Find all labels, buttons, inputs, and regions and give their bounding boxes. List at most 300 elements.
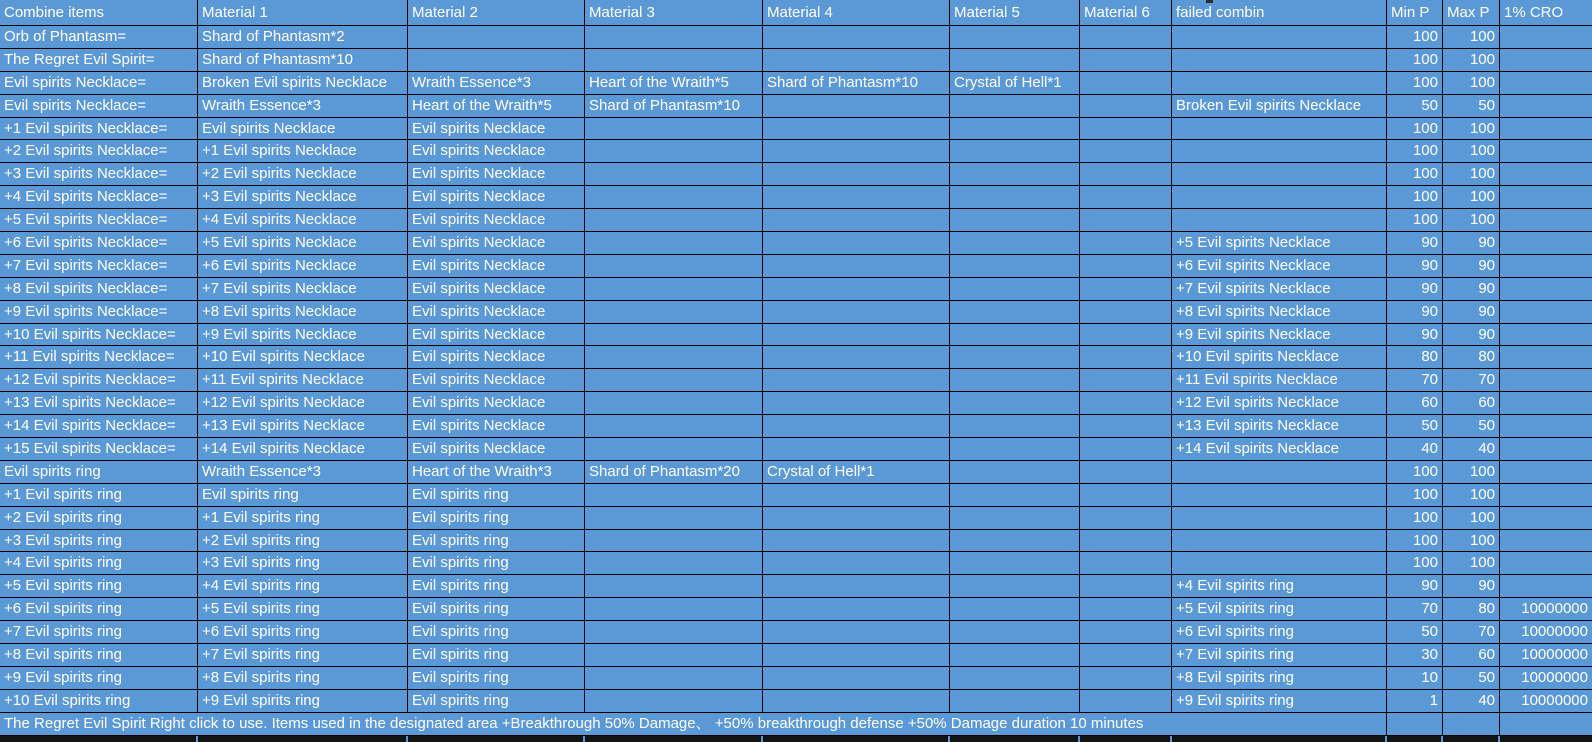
cell[interactable] — [1500, 484, 1592, 506]
cell[interactable]: +6 Evil spirits ring — [0, 598, 198, 620]
cell[interactable] — [763, 95, 950, 117]
cell[interactable] — [763, 552, 950, 574]
cell[interactable] — [763, 736, 948, 742]
cell[interactable]: +1 Evil spirits ring — [198, 507, 408, 529]
cell[interactable] — [1080, 598, 1172, 620]
cell[interactable] — [1080, 438, 1172, 460]
cell[interactable] — [1080, 72, 1172, 94]
cell[interactable] — [950, 736, 1078, 742]
cell[interactable] — [950, 255, 1080, 277]
cell[interactable]: Orb of Phantasm= — [0, 26, 198, 48]
cell[interactable] — [763, 621, 950, 643]
cell[interactable]: 100 — [1387, 530, 1443, 552]
cell[interactable] — [1080, 255, 1172, 277]
cell[interactable] — [950, 552, 1080, 574]
cell[interactable]: +7 Evil spirits Necklace — [198, 278, 408, 300]
cell[interactable] — [950, 278, 1080, 300]
cell[interactable]: Evil spirits Necklace= — [0, 72, 198, 94]
cell[interactable]: 100 — [1443, 163, 1500, 185]
cell[interactable]: Evil spirits ring — [408, 530, 585, 552]
cell[interactable]: Evil spirits ring — [408, 621, 585, 643]
cell[interactable] — [585, 530, 763, 552]
cell[interactable]: 100 — [1387, 209, 1443, 231]
cell[interactable]: +2 Evil spirits ring — [0, 507, 198, 529]
cell[interactable]: +1 Evil spirits Necklace= — [0, 118, 198, 140]
cell[interactable] — [1500, 552, 1592, 574]
cell[interactable] — [1080, 736, 1170, 742]
cell[interactable] — [585, 324, 763, 346]
cell[interactable]: Evil spirits ring — [408, 690, 585, 712]
cell[interactable]: +5 Evil spirits Necklace= — [0, 209, 198, 231]
cell[interactable] — [1080, 49, 1172, 71]
cell[interactable] — [1080, 667, 1172, 689]
cell[interactable]: +5 Evil spirits ring — [0, 575, 198, 597]
cell[interactable] — [1500, 438, 1592, 460]
cell[interactable]: Heart of the Wraith*3 — [408, 461, 585, 483]
cell[interactable]: +5 Evil spirits Necklace — [198, 232, 408, 254]
cell[interactable] — [950, 438, 1080, 460]
cell[interactable] — [1500, 713, 1592, 735]
cell[interactable] — [1172, 163, 1387, 185]
cell[interactable]: 100 — [1443, 507, 1500, 529]
cell[interactable]: +1 Evil spirits Necklace — [198, 140, 408, 162]
cell[interactable]: 100 — [1387, 507, 1443, 529]
note-cell[interactable]: The Regret Evil Spirit Right click to use. Items used in the designated area +Breakthrough 50% Damage、 +50% breakthrough defense +50% Damage duration 10 minutes — [0, 713, 1387, 735]
cell[interactable] — [950, 598, 1080, 620]
cell[interactable]: +2 Evil spirits Necklace — [198, 163, 408, 185]
cell[interactable] — [763, 644, 950, 666]
cell[interactable]: Evil spirits Necklace — [408, 140, 585, 162]
cell[interactable] — [585, 369, 763, 391]
cell[interactable] — [1500, 346, 1592, 368]
cell[interactable] — [763, 209, 950, 231]
cell[interactable]: +8 Evil spirits Necklace — [1172, 301, 1387, 323]
cell[interactable]: Evil spirits Necklace — [198, 118, 408, 140]
cell[interactable] — [1172, 72, 1387, 94]
cell[interactable] — [1500, 392, 1592, 414]
cell[interactable] — [585, 255, 763, 277]
cell[interactable] — [1080, 484, 1172, 506]
cell[interactable] — [950, 140, 1080, 162]
column-header[interactable]: Max P — [1443, 0, 1500, 25]
cell[interactable] — [950, 49, 1080, 71]
cell[interactable]: 80 — [1443, 346, 1500, 368]
cell[interactable] — [585, 690, 763, 712]
cell[interactable] — [763, 278, 950, 300]
cell[interactable]: 100 — [1443, 140, 1500, 162]
cell[interactable]: +8 Evil spirits ring — [0, 644, 198, 666]
cell[interactable]: Crystal of Hell*1 — [763, 461, 950, 483]
cell[interactable]: The Regret Evil Spirit= — [0, 49, 198, 71]
cell[interactable]: 100 — [1443, 72, 1500, 94]
cell[interactable]: 100 — [1443, 530, 1500, 552]
cell[interactable] — [1080, 140, 1172, 162]
cell[interactable] — [1080, 644, 1172, 666]
cell[interactable] — [763, 690, 950, 712]
column-header[interactable]: Min P — [1387, 0, 1443, 25]
cell[interactable] — [1500, 461, 1592, 483]
cell[interactable]: +10 Evil spirits ring — [0, 690, 198, 712]
cell[interactable] — [1080, 461, 1172, 483]
cell[interactable]: Evil spirits Necklace — [408, 163, 585, 185]
cell[interactable] — [1172, 118, 1387, 140]
cell[interactable] — [950, 186, 1080, 208]
cell[interactable] — [1172, 49, 1387, 71]
cell[interactable]: +4 Evil spirits ring — [1172, 575, 1387, 597]
cell[interactable]: 100 — [1387, 186, 1443, 208]
cell[interactable] — [1500, 530, 1592, 552]
cell[interactable]: 100 — [1387, 140, 1443, 162]
cell[interactable]: Evil spirits ring — [408, 598, 585, 620]
cell[interactable] — [408, 49, 585, 71]
cell[interactable] — [408, 736, 583, 742]
cell[interactable] — [1080, 507, 1172, 529]
cell[interactable]: +9 Evil spirits Necklace — [1172, 324, 1387, 346]
cell[interactable] — [1500, 232, 1592, 254]
cell[interactable]: 60 — [1443, 644, 1500, 666]
cell[interactable] — [1172, 552, 1387, 574]
cell[interactable] — [763, 392, 950, 414]
column-header[interactable]: Material 2 — [408, 0, 585, 25]
cell[interactable] — [950, 346, 1080, 368]
cell[interactable] — [1080, 690, 1172, 712]
cell[interactable] — [1500, 140, 1592, 162]
cell[interactable]: Evil spirits Necklace — [408, 301, 585, 323]
cell[interactable]: +7 Evil spirits Necklace= — [0, 255, 198, 277]
cell[interactable] — [1080, 209, 1172, 231]
cell[interactable] — [1500, 186, 1592, 208]
cell[interactable]: +8 Evil spirits Necklace= — [0, 278, 198, 300]
cell[interactable]: 100 — [1387, 72, 1443, 94]
cell[interactable]: +3 Evil spirits ring — [0, 530, 198, 552]
cell[interactable] — [585, 301, 763, 323]
cell[interactable] — [585, 26, 763, 48]
cell[interactable]: +3 Evil spirits Necklace — [198, 186, 408, 208]
cell[interactable] — [1500, 415, 1592, 437]
cell[interactable]: +12 Evil spirits Necklace — [198, 392, 408, 414]
cell[interactable] — [763, 598, 950, 620]
cell[interactable]: 50 — [1443, 415, 1500, 437]
cell[interactable]: Evil spirits Necklace — [408, 232, 585, 254]
cell[interactable] — [1080, 324, 1172, 346]
cell[interactable]: +6 Evil spirits Necklace — [198, 255, 408, 277]
cell[interactable] — [585, 484, 763, 506]
cell[interactable]: 90 — [1443, 232, 1500, 254]
column-header[interactable]: 1% CRO — [1504, 4, 1564, 21]
cell[interactable] — [585, 232, 763, 254]
cell[interactable]: Evil spirits Necklace= — [0, 95, 198, 117]
cell[interactable]: +1 Evil spirits ring — [0, 484, 198, 506]
cell[interactable]: +4 Evil spirits Necklace= — [0, 186, 198, 208]
cell[interactable] — [950, 690, 1080, 712]
cell[interactable]: Wraith Essence*3 — [198, 461, 408, 483]
cell[interactable]: 50 — [1387, 621, 1443, 643]
cell[interactable]: 100 — [1443, 49, 1500, 71]
cell[interactable] — [585, 438, 763, 460]
cell[interactable]: +9 Evil spirits Necklace — [198, 324, 408, 346]
cell[interactable] — [1500, 369, 1592, 391]
cell[interactable]: 100 — [1443, 461, 1500, 483]
cell[interactable]: 70 — [1443, 621, 1500, 643]
cell[interactable]: 100 — [1387, 26, 1443, 48]
cell[interactable]: Evil spirits Necklace — [408, 255, 585, 277]
cell[interactable] — [1500, 507, 1592, 529]
cell[interactable]: Evil spirits ring — [408, 667, 585, 689]
cell[interactable]: 100 — [1387, 49, 1443, 71]
cell[interactable]: Evil spirits Necklace — [408, 392, 585, 414]
cell[interactable] — [763, 49, 950, 71]
cell[interactable] — [950, 301, 1080, 323]
cell[interactable]: 100 — [1387, 461, 1443, 483]
cell[interactable] — [950, 415, 1080, 437]
cell[interactable]: 40 — [1387, 438, 1443, 460]
cell[interactable]: +4 Evil spirits Necklace — [198, 209, 408, 231]
cell[interactable] — [1500, 118, 1592, 140]
cell[interactable]: 90 — [1443, 255, 1500, 277]
cell[interactable] — [408, 26, 585, 48]
cell[interactable]: Evil spirits Necklace — [408, 438, 585, 460]
cell[interactable] — [763, 186, 950, 208]
cell[interactable] — [1080, 552, 1172, 574]
cell[interactable]: 30 — [1387, 644, 1443, 666]
cell[interactable]: +14 Evil spirits Necklace= — [0, 415, 198, 437]
cell[interactable] — [585, 140, 763, 162]
cell[interactable] — [585, 186, 763, 208]
cell[interactable] — [1500, 575, 1592, 597]
cell[interactable]: 100 — [1443, 186, 1500, 208]
cell[interactable]: 90 — [1387, 255, 1443, 277]
cell[interactable] — [763, 255, 950, 277]
cell[interactable]: Evil spirits ring — [408, 644, 585, 666]
cell[interactable]: Heart of the Wraith*5 — [408, 95, 585, 117]
cell[interactable] — [1080, 392, 1172, 414]
cell[interactable]: +13 Evil spirits Necklace= — [0, 392, 198, 414]
cell[interactable]: Broken Evil spirits Necklace — [1172, 95, 1387, 117]
cell[interactable]: +10 Evil spirits Necklace — [198, 346, 408, 368]
column-header[interactable]: Combine items — [0, 0, 198, 25]
cell[interactable] — [1443, 713, 1500, 735]
cell[interactable]: Shard of Phantasm*10 — [763, 72, 950, 94]
cell[interactable] — [585, 415, 763, 437]
cell[interactable]: 80 — [1443, 598, 1500, 620]
cell[interactable] — [763, 507, 950, 529]
cell[interactable]: 100 — [1387, 163, 1443, 185]
cell[interactable]: +9 Evil spirits ring — [1172, 690, 1387, 712]
cell[interactable]: 100 — [1443, 209, 1500, 231]
cell[interactable]: 10000000 — [1521, 600, 1588, 618]
cell[interactable]: +10 Evil spirits Necklace — [1172, 346, 1387, 368]
cell[interactable] — [1080, 369, 1172, 391]
cell[interactable]: 50 — [1387, 95, 1443, 117]
cell[interactable]: 50 — [1443, 95, 1500, 117]
cell[interactable] — [1172, 209, 1387, 231]
cell[interactable]: Wraith Essence*3 — [198, 95, 408, 117]
cell[interactable] — [585, 392, 763, 414]
cell[interactable]: +13 Evil spirits Necklace — [198, 415, 408, 437]
cell[interactable] — [585, 49, 763, 71]
cell[interactable]: +7 Evil spirits ring — [198, 644, 408, 666]
cell[interactable]: Crystal of Hell*1 — [950, 72, 1080, 94]
cell[interactable]: +9 Evil spirits Necklace= — [0, 301, 198, 323]
cell[interactable] — [950, 118, 1080, 140]
cell[interactable]: 100 — [1387, 118, 1443, 140]
cell[interactable]: +15 Evil spirits Necklace= — [0, 438, 198, 460]
cell[interactable]: 40 — [1443, 690, 1500, 712]
cell[interactable] — [1080, 575, 1172, 597]
cell[interactable] — [1080, 530, 1172, 552]
cell[interactable] — [1080, 95, 1172, 117]
cell[interactable] — [763, 530, 950, 552]
cell[interactable] — [1500, 736, 1592, 742]
cell[interactable] — [950, 530, 1080, 552]
cell[interactable]: +14 Evil spirits Necklace — [198, 438, 408, 460]
cell[interactable]: 1 — [1387, 690, 1443, 712]
cell[interactable] — [763, 575, 950, 597]
cell[interactable]: +10 Evil spirits Necklace= — [0, 324, 198, 346]
cell[interactable] — [950, 26, 1080, 48]
cell[interactable] — [950, 209, 1080, 231]
cell[interactable]: +8 Evil spirits ring — [1172, 667, 1387, 689]
cell[interactable]: 50 — [1387, 415, 1443, 437]
cell[interactable] — [763, 346, 950, 368]
cell[interactable] — [1172, 530, 1387, 552]
cell[interactable]: +6 Evil spirits Necklace= — [0, 232, 198, 254]
cell[interactable] — [198, 736, 406, 742]
cell[interactable]: Evil spirits Necklace — [408, 278, 585, 300]
cell[interactable]: 60 — [1443, 392, 1500, 414]
cell[interactable] — [1080, 415, 1172, 437]
cell[interactable] — [763, 415, 950, 437]
cell[interactable]: 90 — [1387, 324, 1443, 346]
column-header[interactable]: failed combin — [1172, 0, 1387, 25]
cell[interactable] — [1500, 163, 1592, 185]
cell[interactable] — [950, 621, 1080, 643]
cell[interactable] — [950, 324, 1080, 346]
cell[interactable]: 100 — [1387, 552, 1443, 574]
cell[interactable]: 70 — [1387, 369, 1443, 391]
cell[interactable]: 80 — [1387, 346, 1443, 368]
cell[interactable] — [1172, 484, 1387, 506]
cell[interactable] — [585, 118, 763, 140]
cell[interactable]: 10000000 — [1521, 646, 1588, 664]
cell[interactable]: 90 — [1387, 575, 1443, 597]
cell[interactable]: Wraith Essence*3 — [408, 72, 585, 94]
cell[interactable]: Broken Evil spirits Necklace — [198, 72, 408, 94]
cell[interactable]: +8 Evil spirits Necklace — [198, 301, 408, 323]
cell[interactable]: 10000000 — [1521, 691, 1588, 709]
cell[interactable] — [585, 278, 763, 300]
cell[interactable]: +7 Evil spirits Necklace — [1172, 278, 1387, 300]
cell[interactable]: 60 — [1387, 392, 1443, 414]
cell[interactable]: +4 Evil spirits ring — [198, 575, 408, 597]
cell[interactable]: 10000000 — [1521, 668, 1588, 686]
cell[interactable]: 90 — [1387, 278, 1443, 300]
cell[interactable]: Evil spirits Necklace — [408, 346, 585, 368]
cell[interactable] — [1500, 49, 1592, 71]
cell[interactable] — [1500, 301, 1592, 323]
cell[interactable]: Evil spirits Necklace — [408, 209, 585, 231]
cell[interactable] — [1080, 346, 1172, 368]
column-header[interactable]: Material 6 — [1080, 0, 1172, 25]
cell[interactable]: +6 Evil spirits ring — [198, 621, 408, 643]
cell[interactable]: 100 — [1443, 552, 1500, 574]
cell[interactable]: +6 Evil spirits Necklace — [1172, 255, 1387, 277]
cell[interactable] — [1172, 140, 1387, 162]
cell[interactable] — [950, 667, 1080, 689]
cell[interactable] — [585, 598, 763, 620]
cell[interactable]: Shard of Phantasm*2 — [198, 26, 408, 48]
cell[interactable] — [950, 575, 1080, 597]
cell[interactable] — [585, 736, 761, 742]
cell[interactable]: +11 Evil spirits Necklace — [1172, 369, 1387, 391]
cell[interactable]: +5 Evil spirits ring — [198, 598, 408, 620]
cell[interactable] — [1080, 621, 1172, 643]
cell[interactable]: 90 — [1443, 278, 1500, 300]
cell[interactable]: 100 — [1443, 118, 1500, 140]
cell[interactable] — [1172, 461, 1387, 483]
cell[interactable] — [1172, 26, 1387, 48]
cell[interactable] — [1172, 186, 1387, 208]
cell[interactable] — [585, 621, 763, 643]
cell[interactable]: 90 — [1443, 575, 1500, 597]
cell[interactable] — [950, 232, 1080, 254]
cell[interactable]: 40 — [1443, 438, 1500, 460]
cell[interactable]: +6 Evil spirits ring — [1172, 621, 1387, 643]
cell[interactable] — [1080, 301, 1172, 323]
cell[interactable] — [1500, 209, 1592, 231]
cell[interactable]: Heart of the Wraith*5 — [585, 72, 763, 94]
cell[interactable] — [585, 209, 763, 231]
cell[interactable]: +11 Evil spirits Necklace — [198, 369, 408, 391]
cell[interactable] — [763, 140, 950, 162]
cell[interactable]: 10000000 — [1521, 623, 1588, 641]
cell[interactable] — [1080, 232, 1172, 254]
cell[interactable]: +5 Evil spirits ring — [1172, 598, 1387, 620]
cell[interactable]: +8 Evil spirits ring — [198, 667, 408, 689]
cell[interactable]: 70 — [1443, 369, 1500, 391]
cell[interactable] — [1080, 278, 1172, 300]
cell[interactable]: Evil spirits ring — [198, 484, 408, 506]
cell[interactable]: 100 — [1443, 26, 1500, 48]
cell[interactable]: Shard of Phantasm*20 — [585, 461, 763, 483]
cell[interactable] — [763, 118, 950, 140]
cell[interactable]: +13 Evil spirits Necklace — [1172, 415, 1387, 437]
cell[interactable]: +14 Evil spirits Necklace — [1172, 438, 1387, 460]
cell[interactable]: +2 Evil spirits Necklace= — [0, 140, 198, 162]
cell[interactable] — [1080, 26, 1172, 48]
cell[interactable] — [950, 369, 1080, 391]
cell[interactable]: Evil spirits Necklace — [408, 324, 585, 346]
column-header[interactable]: Material 1 — [198, 0, 408, 25]
cell[interactable] — [585, 575, 763, 597]
cell[interactable]: Evil spirits Necklace — [408, 118, 585, 140]
cell[interactable] — [950, 507, 1080, 529]
cell[interactable] — [585, 507, 763, 529]
cell[interactable]: Shard of Phantasm*10 — [198, 49, 408, 71]
cell[interactable] — [1500, 278, 1592, 300]
column-header[interactable]: Material 5 — [950, 0, 1080, 25]
cell[interactable] — [1387, 736, 1441, 742]
cell[interactable]: 100 — [1443, 484, 1500, 506]
cell[interactable]: Evil spirits ring — [408, 484, 585, 506]
cell[interactable]: 10 — [1387, 667, 1443, 689]
cell[interactable]: +2 Evil spirits ring — [198, 530, 408, 552]
cell[interactable] — [1500, 26, 1592, 48]
cell[interactable] — [763, 163, 950, 185]
cell[interactable] — [1387, 713, 1443, 735]
cell[interactable] — [585, 644, 763, 666]
cell[interactable] — [1443, 736, 1498, 742]
